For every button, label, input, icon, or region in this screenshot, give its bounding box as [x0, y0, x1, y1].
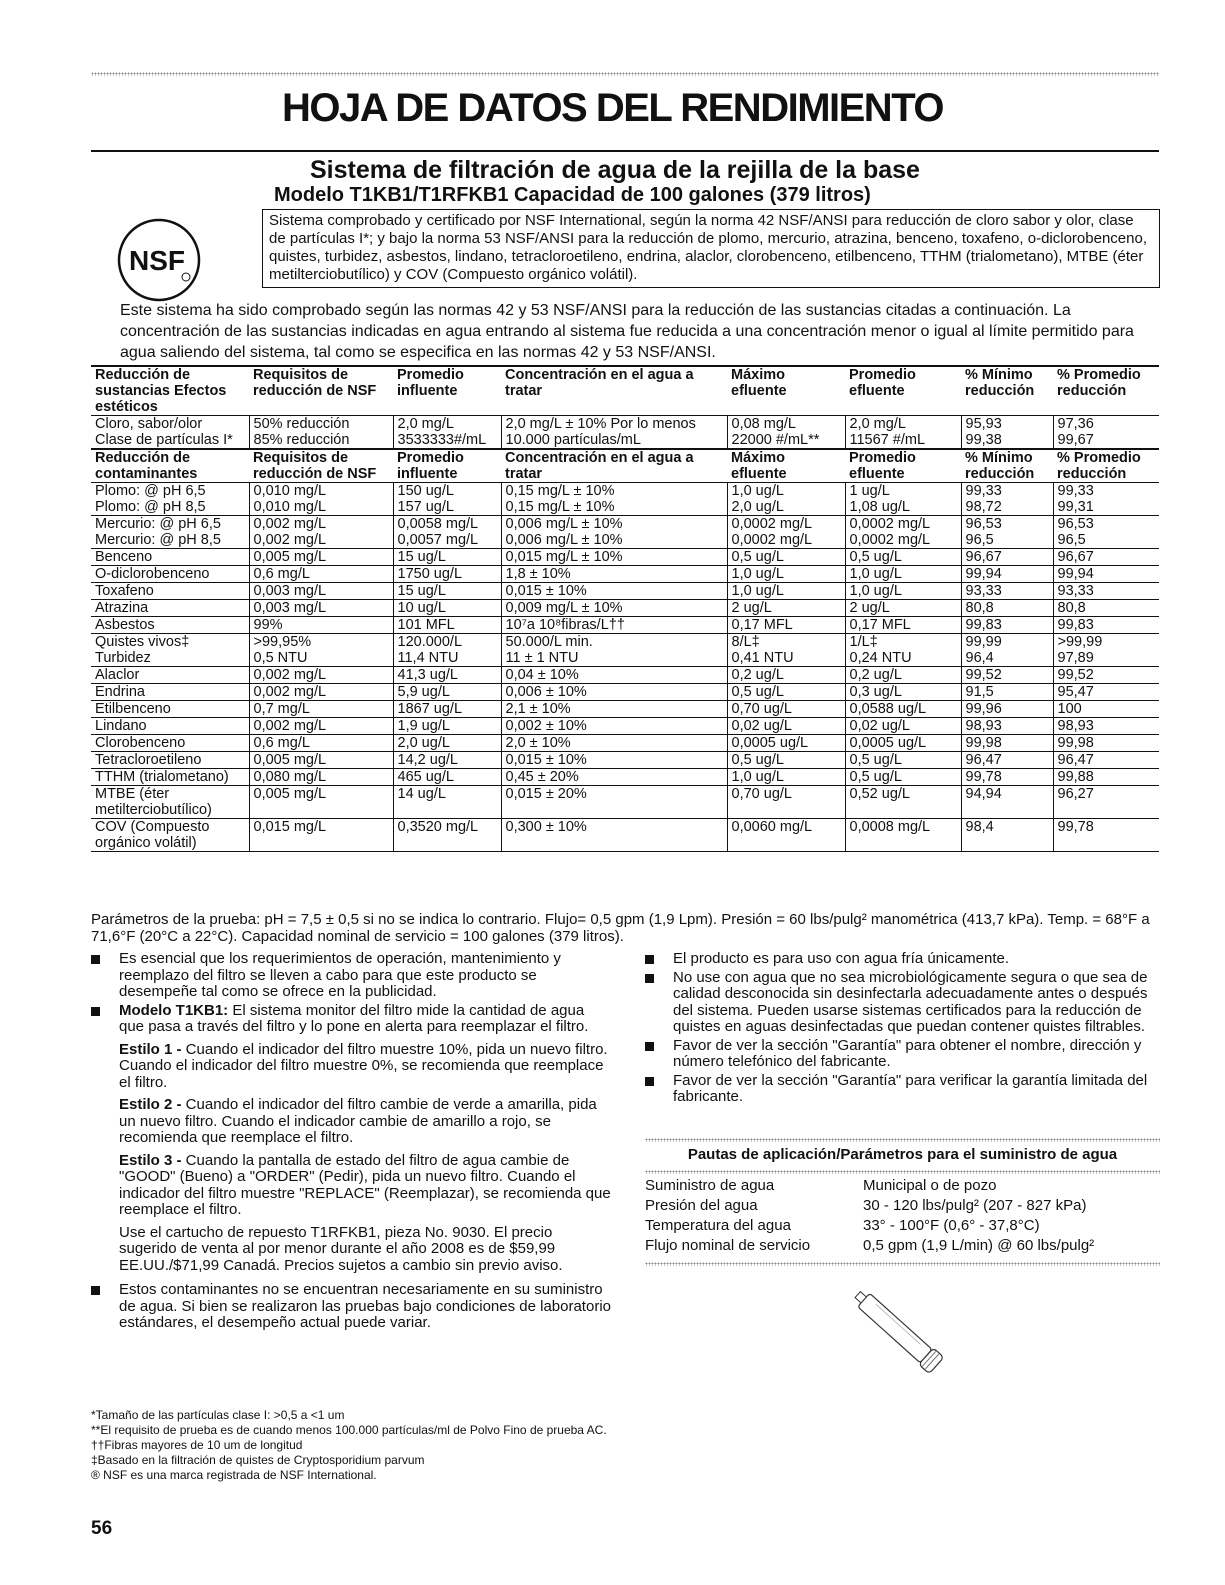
table-cell: 0,005 mg/L: [249, 752, 393, 769]
table-cell: 0,002 ± 10%: [501, 718, 727, 735]
table-cell: 99,98: [1053, 735, 1159, 752]
table-cell: 99,52: [1053, 667, 1159, 684]
style-2-note: [119, 1097, 611, 1147]
table-cell: 0,003 mg/L: [249, 583, 393, 600]
page-title: HOJA DE DATOS DEL RENDIMIENTO: [281, 86, 944, 130]
table-cell: Municipal o de pozo: [863, 1177, 997, 1194]
table-row: [645, 1176, 1155, 1196]
column-header: % Promedio reducción: [1057, 367, 1141, 399]
table-row: [91, 786, 1159, 819]
column-header: Reducción de contaminantes: [95, 450, 198, 482]
table-cell: 0,5 ug/L: [727, 752, 845, 769]
table-cell: 1/L‡ 0,24 NTU: [845, 634, 961, 667]
replacement-note: Use el cartucho de repuesto T1RFKB1, pieza No. 9030. El precio sugerido de venta al por menor durante el año 2008 es de $59,99 EE.UU./$71,99 Canadá. Precios sujetos a cambio sin previo aviso.: [119, 1223, 563, 1274]
list-item: Favor de ver la sección "Garantía" para verificar la garantía limitada del fabricante.: [645, 1073, 1160, 1106]
table-row: [91, 549, 1159, 566]
list-item: Favor de ver la sección "Garantía" para obtener el nombre, dirección y número telefónico del fabricante.: [645, 1038, 1160, 1071]
table-cell: 1,0 ug/L 2,0 ug/L: [727, 483, 845, 516]
table-cell: 14 ug/L: [393, 786, 501, 819]
table-cell: >99,99 97,89: [1053, 634, 1159, 667]
table-cell: 80,8: [1053, 600, 1159, 617]
table-cell: 50.000/L min. 11 ± 1 NTU: [501, 634, 727, 667]
app-top-dotted-rule: [645, 1138, 1160, 1142]
table-cell: Quistes vivos‡ Turbidez: [95, 634, 190, 666]
table-cell: 0,5 ug/L: [727, 684, 845, 701]
table-cell: 41,3 ug/L: [393, 667, 501, 684]
table-cell: 33° - 100°F (0,6° - 37,8°C): [863, 1217, 1040, 1234]
table-cell: 99,96: [961, 701, 1053, 718]
list-item: Es esencial que los requerimientos de operación, mantenimiento y reemplazo del filtro se lleven a cabo para que este producto se desempeñe tal como se ofrece en la publicidad.: [91, 951, 611, 1001]
table-row: [91, 566, 1159, 583]
table-cell: 99,52: [961, 667, 1053, 684]
table-cell: 0,015 mg/L: [249, 819, 393, 852]
table-cell: 2,0 ug/L: [393, 735, 501, 752]
table-cell: 0,0588 ug/L: [845, 701, 961, 718]
table-cell: O-diclorobenceno: [95, 566, 210, 582]
subtitle: Sistema de filtración de agua de la rejilla de la base: [310, 156, 920, 184]
table-cell: 0,7 mg/L: [249, 701, 393, 718]
table-cell: 101 MFL: [393, 617, 501, 634]
table-cell: Etilbenceno: [95, 701, 171, 717]
table-cell: 99,78: [961, 769, 1053, 786]
style-1-text: Cuando el indicador del filtro muestre 10%, pida un nuevo filtro. Cuando el indicador del filtro muestre 0%, se recomienda que reemplace el filtro.: [119, 1040, 608, 1091]
title-rule: [91, 150, 1159, 152]
table-cell: 99,33 99,31: [1053, 483, 1159, 516]
style-1-note: [119, 1042, 611, 1092]
application-table: [645, 1176, 1155, 1256]
table-cell: 99,83: [1053, 617, 1159, 634]
table-cell: 99,94: [1053, 566, 1159, 583]
table-cell: 95,47: [1053, 684, 1159, 701]
table-cell: 98,4: [961, 819, 1053, 852]
svg-text:NSF: NSF: [129, 245, 185, 276]
table-cell: Mercurio: @ pH 6,5 Mercurio: @ pH 8,5: [95, 516, 221, 548]
table-row: [91, 600, 1159, 617]
table-cell: Alaclor: [95, 667, 140, 683]
column-header: % Promedio reducción: [1057, 450, 1141, 482]
table-cell: 94,94: [961, 786, 1053, 819]
table-cell: 1,0 ug/L: [845, 583, 961, 600]
table-cell: 2,0 mg/L 3533333#/mL: [393, 416, 501, 450]
table-cell: 0,15 mg/L ± 10% 0,15 mg/L ± 10%: [501, 483, 727, 516]
column-header: Requisitos de reducción de NSF: [253, 450, 377, 482]
table-cell: 96,67: [1053, 549, 1159, 566]
table-row: [91, 634, 1159, 667]
table-cell: 100: [1053, 701, 1159, 718]
table-cell: >99,95% 0,5 NTU: [249, 634, 393, 667]
column-header: Promedio influente: [397, 367, 464, 399]
table-cell: 0,015 ± 10%: [501, 583, 727, 600]
table-cell: 96,53 96,5: [1053, 516, 1159, 549]
table-cell: 0,0058 mg/L 0,0057 mg/L: [393, 516, 501, 549]
style-3-note: [119, 1153, 611, 1219]
table-cell: 95,93 99,38: [961, 416, 1053, 450]
table-cell: 0,3 ug/L: [845, 684, 961, 701]
column-header: Concentración en el agua a tratar: [505, 450, 694, 482]
app-bottom-dotted-rule: [645, 1262, 1160, 1266]
table-cell: Lindano: [95, 718, 147, 734]
table-row: [91, 583, 1159, 600]
table-cell: 0,6 mg/L: [249, 735, 393, 752]
table-cell: 465 ug/L: [393, 769, 501, 786]
table-cell: 1,0 ug/L: [727, 566, 845, 583]
application-guidelines-heading: Pautas de aplicación/Parámetros para el suministro de agua: [687, 1146, 1118, 1163]
table-cell: 99,94: [961, 566, 1053, 583]
table-cell: 1,0 ug/L: [727, 583, 845, 600]
table-cell: 0,17 MFL: [845, 617, 961, 634]
page-number: 56: [91, 1518, 113, 1539]
top-dotted-rule: [91, 72, 1159, 76]
table-cell: 0,003 mg/L: [249, 600, 393, 617]
table-cell: Toxafeno: [95, 583, 154, 599]
table-cell: 0,70 ug/L: [727, 701, 845, 718]
footnote: *Tamaño de las partículas clase I: >0,5 a <1 um: [91, 1408, 345, 1422]
table-cell: 0,70 ug/L: [727, 786, 845, 819]
list-item: Estos contaminantes no se encuentran necesariamente en su suministro de agua. Si bien se realizaron las pruebas bajo condiciones de laboratorio estándares, el desempeño actual puede variar.: [91, 1282, 611, 1332]
table-cell: 98,93: [961, 718, 1053, 735]
table-cell: 0,0002 mg/L 0,0002 mg/L: [845, 516, 961, 549]
table-cell: 0,45 ± 20%: [501, 769, 727, 786]
table-row: [91, 718, 1159, 735]
table-cell: 150 ug/L 157 ug/L: [393, 483, 501, 516]
table-cell: 96,47: [961, 752, 1053, 769]
table-cell: 0,002 mg/L: [249, 667, 393, 684]
table-cell: Presión del agua: [645, 1197, 758, 1214]
table-cell: 0,5 ug/L: [727, 549, 845, 566]
table-cell: 93,33: [961, 583, 1053, 600]
table-cell: 99,99 96,4: [961, 634, 1053, 667]
table-cell: Clorobenceno: [95, 735, 186, 751]
table-cell: 0,010 mg/L 0,010 mg/L: [249, 483, 393, 516]
table-cell: 120.000/L 11,4 NTU: [393, 634, 501, 667]
table-row: [91, 701, 1159, 718]
table-cell: 99,83: [961, 617, 1053, 634]
table-cell: 0,009 mg/L ± 10%: [501, 600, 727, 617]
table-cell: 50% reducción 85% reducción: [249, 416, 393, 450]
table-cell: 10 ug/L: [393, 600, 501, 617]
table-cell: 0,08 mg/L 22000 #/mL**: [727, 416, 845, 450]
table-cell: MTBE (éter metilterciobutílico): [95, 786, 212, 818]
table-cell: 96,47: [1053, 752, 1159, 769]
table-cell: 0,6 mg/L: [249, 566, 393, 583]
table-cell: 91,5: [961, 684, 1053, 701]
table-cell: 0,17 MFL: [727, 617, 845, 634]
table-cell: Suministro de agua: [645, 1177, 775, 1194]
table-cell: 0,02 ug/L: [845, 718, 961, 735]
table-cell: Temperatura del agua: [645, 1217, 791, 1234]
table-cell: 0,002 mg/L: [249, 718, 393, 735]
column-header: Concentración en el agua a tratar: [505, 367, 694, 399]
table-cell: 0,0008 mg/L: [845, 819, 961, 852]
column-header: Reducción de sustancias Efectos estéticos: [95, 367, 227, 415]
table-cell: 99,88: [1053, 769, 1159, 786]
table-cell: 1,0 ug/L: [845, 566, 961, 583]
table-cell: 2 ug/L: [727, 600, 845, 617]
model-text: El sistema monitor del filtro mide la cantidad de agua que pasa a través del filtro y lo pone en alerta para reemplazar el filtro.: [119, 1001, 589, 1035]
table-cell: 98,93: [1053, 718, 1159, 735]
table-cell: 2 ug/L: [845, 600, 961, 617]
table-row: [91, 483, 1159, 516]
list-item: El producto es para uso con agua fría únicamente.: [645, 951, 1160, 968]
table-row: [91, 667, 1159, 684]
intro-paragraph: Este sistema ha sido comprobado según las normas 42 y 53 NSF/ANSI para la reducción de las sustancias citadas a continuación. La concentración de las sustancias indicadas en agua entrando al sistema fue reducida a una concentración menor o igual al límite permitido para agua saliendo del sistema, tal como se especifica en las normas 42 y 53 NSF/ANSI.: [120, 302, 1134, 361]
table-row: [645, 1196, 1155, 1216]
table-cell: 0,5 gpm (1,9 L/min) @ 60 lbs/pulg²: [863, 1237, 1095, 1254]
table-cell: Plomo: @ pH 6,5 Plomo: @ pH 8,5: [95, 483, 206, 515]
table-row: [91, 617, 1159, 634]
table-cell: 99%: [249, 617, 393, 634]
table-cell: Cloro, sabor/olor Clase de partículas I*: [95, 416, 233, 448]
table-cell: 8/L‡ 0,41 NTU: [727, 634, 845, 667]
table-cell: 0,0005 ug/L: [727, 735, 845, 752]
column-header: % Mínimo reducción: [965, 450, 1035, 482]
table-row: [91, 769, 1159, 786]
table-cell: 0,0002 mg/L 0,0002 mg/L: [727, 516, 845, 549]
nsf-logo-icon: [114, 215, 204, 305]
model-line: Modelo T1KB1/T1RFKB1 Capacidad de 100 galones (379 litros): [274, 184, 871, 206]
footnote: ‡Basado en la filtración de quistes de Cryptosporidium parvum: [91, 1453, 425, 1467]
footnote: ††Fibras mayores de 10 um de longitud: [91, 1438, 303, 1452]
table-cell: 5,9 ug/L: [393, 684, 501, 701]
table-cell: 0,0060 mg/L: [727, 819, 845, 852]
table-cell: 15 ug/L: [393, 583, 501, 600]
right-column-notes: [645, 951, 1160, 1108]
table-row: [645, 1236, 1155, 1256]
table-cell: 10⁷a 10⁸fibras/L††: [501, 617, 727, 634]
table-cell: 0,002 mg/L 0,002 mg/L: [249, 516, 393, 549]
table-cell: 1,9 ug/L: [393, 718, 501, 735]
table-row: [91, 752, 1159, 769]
table-cell: 96,67: [961, 549, 1053, 566]
list-item: No use con agua que no sea microbiológicamente segura o que sea de calidad desconocida sin desinfectarla adecuadamente antes o después del sistema. Pueden usarse sistemas certificados para la reducción de quistes en aguas desinfectadas que puedan contener quistes filtrables.: [645, 970, 1160, 1036]
table-cell: 0,015 mg/L ± 10%: [501, 549, 727, 566]
table-cell: Endrina: [95, 684, 145, 700]
app-mid-dotted-rule: [645, 1170, 1160, 1174]
footnote: ® NSF es una marca registrada de NSF International.: [91, 1468, 377, 1482]
table-cell: 1 ug/L 1,08 ug/L: [845, 483, 961, 516]
table-cell: 0,02 ug/L: [727, 718, 845, 735]
table-cell: 0,2 ug/L: [727, 667, 845, 684]
table-cell: 0,5 ug/L: [845, 549, 961, 566]
column-header: Máximo efluente: [731, 367, 787, 399]
table-cell: 15 ug/L: [393, 549, 501, 566]
table-cell: 0,04 ± 10%: [501, 667, 727, 684]
certification-box: Sistema comprobado y certificado por NSF International, según la norma 42 NSF/ANSI para reducción de cloro sabor y olor, clase de partículas I*; y bajo la norma 53 NSF/ANSI para la reducción de plomo, mercurio, atrazina, benceno, toxafeno, o-diclorobenceno, quistes, turbidez, asbestos, lindano, tetracloroetileno, endrina, alaclor, clorobenceno, etilbenceno, TTHM (trialometano), MTBE (éter metilterciobutílico) y COV (Compuesto orgánico volátil).: [262, 209, 1160, 288]
column-header: Promedio efluente: [849, 367, 916, 399]
table-cell: 96,27: [1053, 786, 1159, 819]
model-label: Modelo T1KB1:: [119, 1001, 229, 1019]
column-header: Promedio efluente: [849, 450, 916, 482]
table-cell: 1,8 ± 10%: [501, 566, 727, 583]
table-cell: Asbestos: [95, 617, 155, 633]
table-cell: 0,2 ug/L: [845, 667, 961, 684]
column-header: Requisitos de reducción de NSF: [253, 367, 377, 399]
style-3-text: Cuando la pantalla de estado del filtro de agua cambie de "GOOD" (Bueno) a "ORDER" (Pedir), pida un nuevo filtro. Cuando el indicador del filtro muestre "REPLACE" (Reemplazar), se recomienda que reemplace el filtro.: [119, 1151, 611, 1218]
table-cell: Flujo nominal de servicio: [645, 1237, 811, 1254]
table-cell: COV (Compuesto orgánico volátil): [95, 819, 210, 851]
table-cell: 99,33 98,72: [961, 483, 1053, 516]
footnote: **El requisito de prueba es de cuando menos 100.000 partículas/ml de Polvo Fino de prueba AC.: [91, 1423, 607, 1437]
table-cell: 14,2 ug/L: [393, 752, 501, 769]
table-cell: 0,5 ug/L: [845, 752, 961, 769]
style-2-text: Cuando el indicador del filtro cambie de verde a amarilla, pida un nuevo filtro. Cuando el indicador cambie de amarillo a rojo, se recomienda que reemplace el filtro.: [119, 1096, 597, 1146]
table-cell: 2,0 ± 10%: [501, 735, 727, 752]
table-row: [91, 416, 1159, 450]
table-cell: 0,5 ug/L: [845, 769, 961, 786]
table-cell: 0,006 mg/L ± 10% 0,006 mg/L ± 10%: [501, 516, 727, 549]
table-cell: 1750 ug/L: [393, 566, 501, 583]
column-header: Máximo efluente: [731, 450, 787, 482]
table-cell: 0,0005 ug/L: [845, 735, 961, 752]
list-item: [91, 1003, 611, 1275]
table-header-row: [91, 366, 1159, 416]
filter-cartridge-icon: [843, 1278, 963, 1390]
test-parameters: Parámetros de la prueba: pH = 7,5 ± 0,5 si no se indica lo contrario. Flujo= 0,5 gpm (1,9 Lpm). Presión = 60 lbs/pulg² manométrica (413,7 kPa). Temp. = 68°F a 71,6°F (20°C a 22°C). Capacidad nominal de servicio = 100 galones (379 litros).: [91, 911, 1150, 945]
footnotes: [91, 1408, 607, 1483]
table-cell: 0,080 mg/L: [249, 769, 393, 786]
table-cell: TTHM (trialometano): [95, 769, 229, 785]
table-cell: 0,015 ± 20%: [501, 786, 727, 819]
table-cell: 80,8: [961, 600, 1053, 617]
table-cell: 96,53 96,5: [961, 516, 1053, 549]
table-cell: 97,36 99,67: [1053, 416, 1159, 450]
table-row: [645, 1216, 1155, 1236]
table-cell: Tetracloroetileno: [95, 752, 202, 768]
table-cell: 1867 ug/L: [393, 701, 501, 718]
column-header: Promedio influente: [397, 450, 464, 482]
table-row: [91, 684, 1159, 701]
table-cell: 1,0 ug/L: [727, 769, 845, 786]
table-cell: 0,015 ± 10%: [501, 752, 727, 769]
table-cell: 0,52 ug/L: [845, 786, 961, 819]
table-cell: 0,002 mg/L: [249, 684, 393, 701]
left-column-notes: [91, 951, 611, 1334]
table-cell: 0,300 ± 10%: [501, 819, 727, 852]
table-cell: 30 - 120 lbs/pulg² (207 - 827 kPa): [863, 1197, 1087, 1214]
table-cell: 2,0 mg/L ± 10% Por lo menos 10.000 partículas/mL: [501, 416, 727, 450]
performance-table: [91, 365, 1159, 852]
table-row: [91, 819, 1159, 852]
table-cell: 93,33: [1053, 583, 1159, 600]
style-1-label: Estilo 1 -: [119, 1040, 182, 1058]
table-cell: 0,006 ± 10%: [501, 684, 727, 701]
style-3-label: Estilo 3 -: [119, 1151, 182, 1169]
table-cell: 0,005 mg/L: [249, 549, 393, 566]
table-cell: 0,005 mg/L: [249, 786, 393, 819]
table-row: [91, 735, 1159, 752]
table-cell: 0,3520 mg/L: [393, 819, 501, 852]
table-cell: 2,1 ± 10%: [501, 701, 727, 718]
style-2-label: Estilo 2 -: [119, 1096, 182, 1113]
table-row: [91, 516, 1159, 549]
table-cell: 99,98: [961, 735, 1053, 752]
table-cell: 99,78: [1053, 819, 1159, 852]
table-cell: Atrazina: [95, 600, 149, 616]
column-header: % Mínimo reducción: [965, 367, 1035, 399]
table-cell: Benceno: [95, 549, 153, 565]
table-cell: 2,0 mg/L 11567 #/mL: [845, 416, 961, 450]
table-header-row: [91, 449, 1159, 483]
